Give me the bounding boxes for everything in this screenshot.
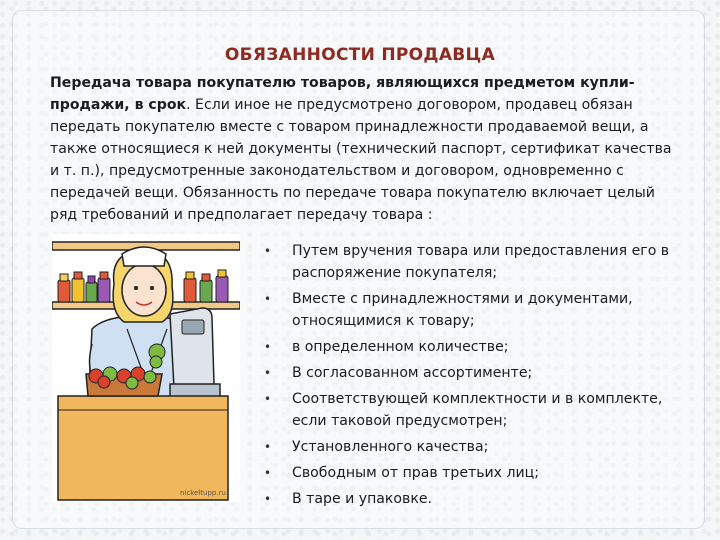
- bullet-icon: •: [264, 466, 272, 480]
- list-item-text: Путем вручения товара или предоставления его в распоряжение покупателя;: [292, 243, 670, 281]
- list-item: [262, 362, 692, 384]
- list-item-text: в определенном количестве;: [292, 339, 509, 355]
- bullet-icon: •: [264, 244, 272, 258]
- bullet-icon: •: [264, 440, 272, 454]
- list-item: [262, 288, 692, 332]
- list-item-text: В таре и упаковке.: [292, 491, 433, 507]
- list-item: [262, 336, 692, 358]
- requirements-list: [262, 240, 692, 510]
- list-item: [262, 388, 692, 432]
- intro-bold-text: Передача товара покупателю товаров, являющихся предметом купли-продажи, в срок: [50, 75, 635, 113]
- intro-text: . Если иное не предусмотрено договором, продавец обязан передать покупателю вместе с товаром принадлежности продаваемой вещи, а также относящиеся к ней документы (технический паспорт, сертификат качества и т. п.), предусмотренные законодательством и договором, одновременно с передачей вещи. Обязанность по передаче товара покупателю включает целый ряд требований и предполагает передачу товара :: [50, 97, 672, 223]
- bullet-icon: •: [264, 366, 272, 380]
- bullet-icon: •: [264, 292, 272, 306]
- list-item-text: Свободным от прав третьих лиц;: [292, 465, 540, 481]
- slide-title: ОБЯЗАННОСТИ ПРОДАВЦА: [224, 45, 496, 65]
- bullet-icon: •: [264, 492, 272, 506]
- list-item: [262, 462, 692, 484]
- list-item: [262, 488, 692, 510]
- bullet-icon: •: [264, 340, 272, 354]
- list-item-text: Соответствующей комплектности и в комплекте, если таковой предусмотрен;: [292, 391, 663, 429]
- list-item: [262, 436, 692, 458]
- list-item-text: Установленного качества;: [292, 439, 489, 455]
- seller-illustration: [52, 234, 240, 502]
- list-item-text: В согласованном ассортименте;: [292, 365, 533, 381]
- bullet-icon: •: [264, 392, 272, 406]
- intro-paragraph: [50, 72, 680, 226]
- list-item: [262, 240, 692, 284]
- list-item-text: Вместе с принадлежностями и документами, относящимися к товару;: [292, 291, 633, 329]
- image-credit: nickeltupp.ru: [180, 489, 226, 497]
- seller-at-counter-image: [52, 234, 240, 502]
